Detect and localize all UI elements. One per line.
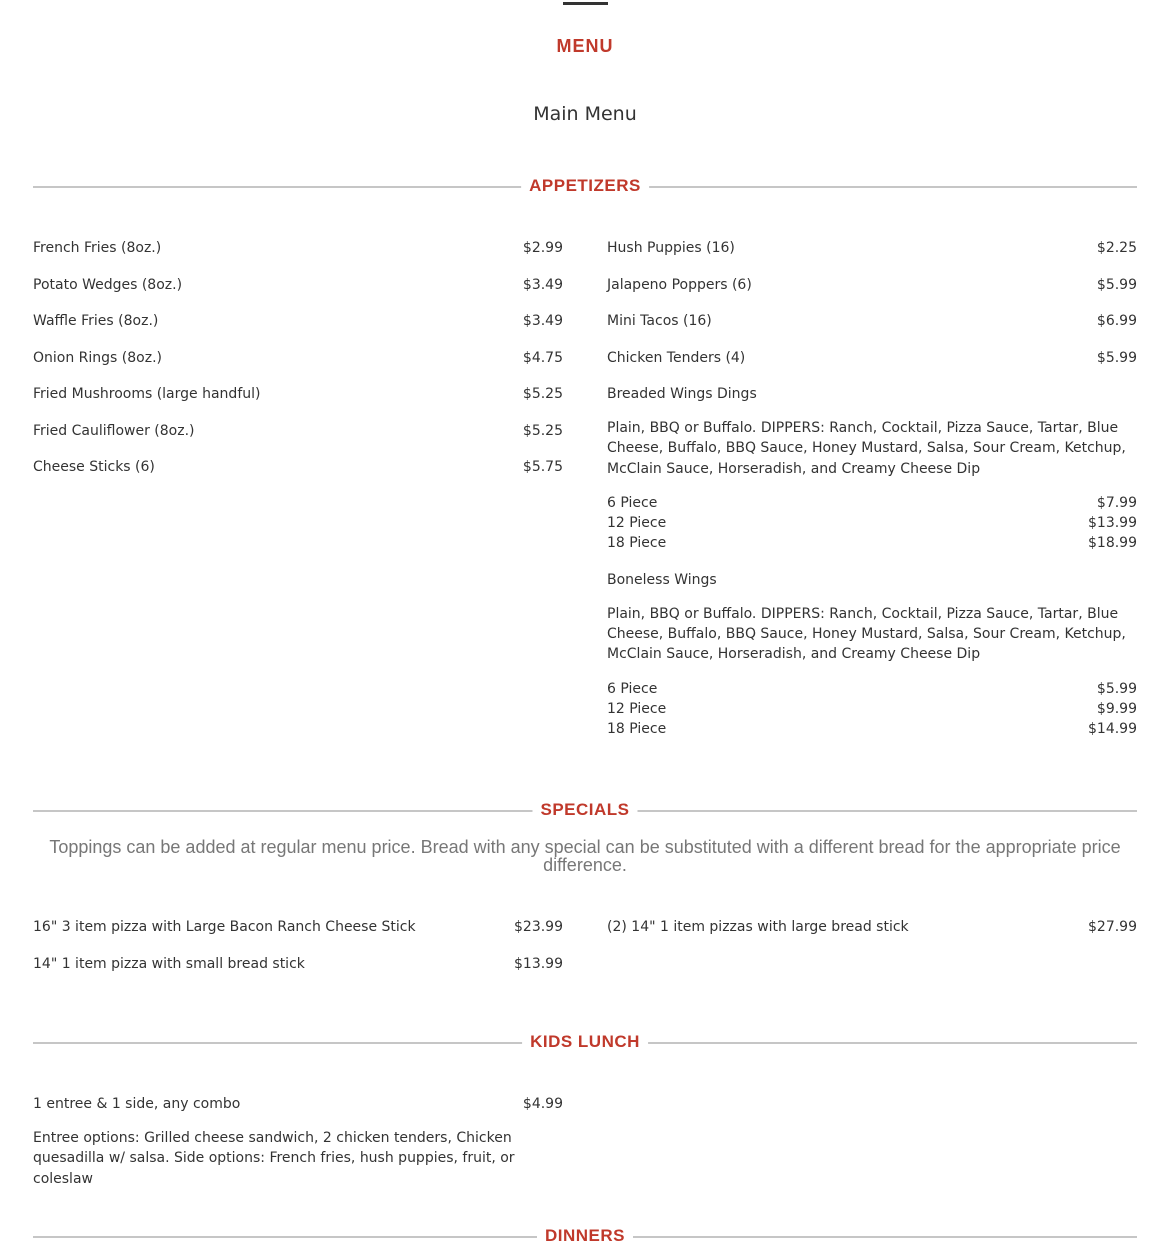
specials-left-column [33,919,563,992]
item-price: $4.75 [522,349,563,366]
item-name: Fried Cauliflower (8oz.) [33,422,195,439]
item-name: Hush Puppies (16) [607,240,735,256]
size-price: $7.99 [1096,494,1137,511]
item-name: 1 entree & 1 side, any combo [33,1096,241,1112]
item-price: $5.25 [522,422,563,439]
menu-item [33,459,563,496]
menu-item [607,313,1137,350]
menu-item-boneless-wings [607,572,1137,604]
menu-item [33,277,563,314]
menu-item [33,919,563,956]
top-divider [563,2,608,5]
section-header-dinners [33,1224,1137,1248]
item-name: Cheese Sticks (6) [33,459,155,475]
item-price: $5.75 [522,459,563,475]
item-price: $5.25 [522,386,563,402]
item-description: Plain, BBQ or Buffalo. DIPPERS: Ranch, Cocktail, Pizza Sauce, Tartar, Blue Cheese, Buffalo, BBQ Sauce, Honey Mustard, Salsa, Sour Cream, Ketchup, McClain Sauce, Horseradish, and Creamy Cheese Dip [607,420,1126,477]
item-price: $27.99 [1088,919,1137,935]
page-title: MENU [556,36,614,56]
menu-item [33,423,563,460]
item-name: Onion Rings (8oz.) [33,349,162,366]
size-name: 6 Piece [607,494,658,511]
size-name: 6 Piece [607,680,658,697]
item-description: Plain, BBQ or Buffalo. DIPPERS: Ranch, Cocktail, Pizza Sauce, Tartar, Blue Cheese, Buffalo, BBQ Sauce, Honey Mustard, Salsa, Sour Cream, Ketchup, McClain Sauce, Horseradish, and Creamy Cheese Dip [607,605,1126,663]
item-name: Fried Mushrooms (large handful) [33,386,261,402]
section-title: DINNERS [537,1224,633,1248]
item-name: Breaded Wings Dings [607,386,757,402]
item-name: French Fries (8oz.) [33,240,162,256]
item-name: Jalapeno Poppers (6) [607,276,752,293]
submenu-title[interactable]: Main Menu [533,103,637,125]
appetizers-right-column [607,240,1137,742]
menu-item [607,240,1137,277]
item-price: $3.49 [522,276,563,293]
menu-item [607,277,1137,314]
item-price: $6.99 [1096,313,1137,329]
size-name: 12 Piece [607,515,667,532]
kids-lunch-column [33,1096,563,1205]
item-price: $3.49 [522,313,563,329]
size-price: $5.99 [1096,680,1137,697]
item-price: $4.99 [522,1096,563,1112]
menu-item [33,350,563,387]
size-price: $14.99 [1088,721,1137,738]
menu-item-breaded-wings [607,386,1137,418]
item-price: $2.25 [1096,240,1137,256]
size-price: $9.99 [1096,700,1137,717]
menu-item [33,240,563,277]
specials-note: Toppings can be added at regular menu price. Bread with any special can be substituted with a different bread for the appropriate price difference. [49,837,1121,875]
section-title: SPECIALS [532,798,637,822]
menu-item [607,919,1137,956]
section-title: KIDS LUNCH [522,1030,648,1054]
size-name: 18 Piece [607,721,667,738]
menu-item [33,1096,563,1128]
item-name: Waffle Fries (8oz.) [33,313,159,329]
size-name: 12 Piece [607,700,667,717]
section-header-appetizers [33,174,1137,198]
menu-item [607,350,1137,387]
size-option [607,515,1137,535]
specials-right-column [607,919,1137,956]
item-name: Boneless Wings [607,571,717,588]
size-price: $13.99 [1088,515,1137,532]
size-name: 18 Piece [607,535,667,552]
appetizers-left-column [33,240,563,496]
item-name: Chicken Tenders (4) [607,349,746,366]
item-name: 14" 1 item pizza with small bread stick [33,955,305,972]
size-option [607,495,1137,515]
item-name: 16" 3 item pizza with Large Bacon Ranch Cheese Stick [33,919,416,935]
section-header-kids-lunch [33,1030,1137,1054]
menu-item [33,956,563,993]
item-name: Potato Wedges (8oz.) [33,276,183,293]
size-option [607,535,1137,555]
menu-item [33,313,563,350]
item-price: $5.99 [1096,276,1137,293]
item-price: $2.99 [522,240,563,256]
menu-item [33,386,563,423]
item-price: $5.99 [1096,349,1137,366]
section-title: APPETIZERS [521,174,649,198]
item-name: Mini Tacos (16) [607,313,712,329]
size-option [607,701,1137,721]
size-price: $18.99 [1088,535,1137,552]
item-price: $23.99 [514,919,563,935]
size-option [607,721,1137,741]
item-description: Entree options: Grilled cheese sandwich, 2 chicken tenders, Chicken quesadilla w/ salsa. Side options: French fries, hush puppies, fruit, or coleslaw [33,1130,515,1187]
item-price: $13.99 [514,955,563,972]
size-option [607,681,1137,701]
section-header-specials [33,798,1137,822]
item-name: (2) 14" 1 item pizzas with large bread stick [607,919,909,935]
